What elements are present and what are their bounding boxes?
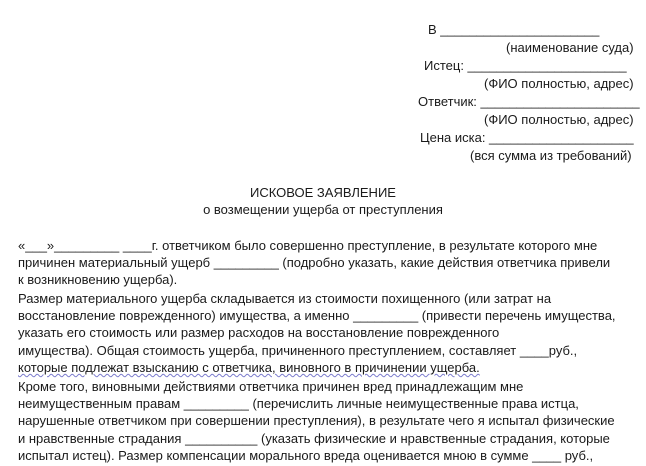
defendant-line: Ответчик: ______________________ [418,94,640,109]
claim-price-line: Цена иска: ____________________ [420,130,634,145]
plaintiff-hint: (ФИО полностью, адрес) [484,76,634,91]
body-line: причинен материальный ущерб _________ (подробно указать, какие действия ответчика привели [18,255,611,270]
body-line: и нравственные страдания __________ (указать физические и нравственные страдания, которые [18,431,610,446]
body-line: которые подлежат взысканию с ответчика, виновного в причинении ущерба. [18,360,480,375]
court-line: В ______________________ [428,22,600,37]
defendant-hint: (ФИО полностью, адрес) [484,112,634,127]
body-line: к возникновению ущерба). [18,272,178,287]
body-line: восстановление поврежденного) имущества, а именно _________ (привести перечень имущества, [18,308,616,323]
body-line: неимущественным правам _________ (перечислить личные неимущественные права истца, [18,396,579,411]
body-line: имущества). Общая стоимость ущерба, причиненного преступлением, составляет ____руб., [18,343,578,358]
court-hint: (наименование суда) [506,40,634,55]
body-line: Размер материального ущерба складывается из стоимости похищенного (или затрат на [18,291,552,306]
body-line: «___»_________ ____г. ответчиком было совершенно преступление, в результате которого мне [18,238,598,253]
body-line: Кроме того, виновными действиями ответчика причинен вред принадлежащим мне [18,379,524,394]
document-title: ИСКОВОЕ ЗАЯВЛЕНИЕ [250,185,396,200]
body-line: нарушенные ответчиком при совершении преступления), в результате чего я испытал физические [18,413,615,428]
claim-header [0,0,646,170]
plaintiff-line: Истец: ______________________ [424,58,627,73]
body-line: указать его стоимость или размер расходов на восстановление поврежденного [18,325,500,340]
body-line: испытал истец). Размер компенсации морального вреда оценивается мною в сумме ____ руб., [18,448,594,463]
claim-price-hint: (вся сумма из требований) [470,148,632,163]
document-subtitle: о возмещении ущерба от преступления [203,202,443,217]
